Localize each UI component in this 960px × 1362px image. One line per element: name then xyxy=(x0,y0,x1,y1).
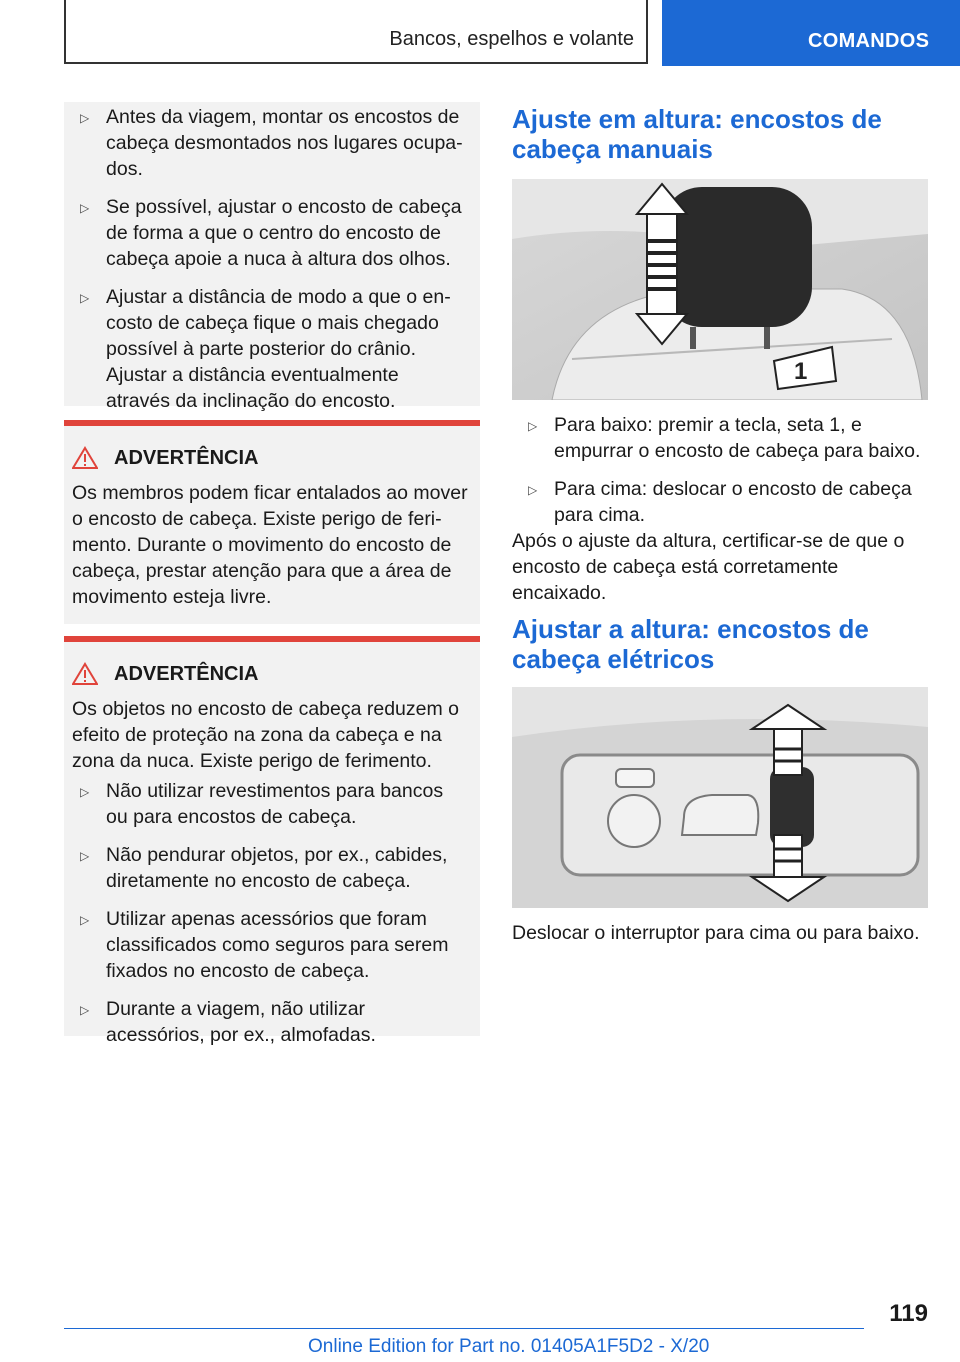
warning-text: Os membros podem ficar entalados ao mover o encosto de cabeça. Existe perigo de ferimento. Durante o movimento do encosto de cabeça, prestar atenção para que a área de movimento esteja livre. xyxy=(72,482,468,608)
warning-triangle-icon xyxy=(72,446,98,470)
section1-note: Após o ajuste da altura, certificar-se de que o encosto de cabeça está corretamente encaixado. xyxy=(512,530,905,604)
warning-triangle-icon xyxy=(72,662,98,686)
warning-text: Os objetos no encosto de cabeça reduzem o efeito de proteção na zona da cabeça e na zona da nuca. Existe perigo de ferimento. xyxy=(72,698,459,772)
triangle-bullet-icon: ▷ xyxy=(80,291,90,305)
triangle-bullet-icon: ▷ xyxy=(80,785,90,799)
triangle-bullet-icon: ▷ xyxy=(80,1003,90,1017)
header-frame xyxy=(64,0,648,64)
section2-caption: Deslocar o interruptor para cima ou para baixo. xyxy=(512,922,920,944)
headrest-electric-switch-photo xyxy=(512,687,928,908)
triangle-bullet-icon: ▷ xyxy=(80,201,90,215)
triangle-bullet-icon: ▷ xyxy=(528,419,538,433)
list-item: ▷ Durante a viagem, não utilizar acessórios, por ex., almofadas. xyxy=(80,998,376,1046)
headrest-manual-photo xyxy=(512,179,928,400)
chapter-tab-label: COMANDOS xyxy=(808,30,930,52)
section1-list xyxy=(512,412,928,540)
warning-title: ADVERTÊNCIA xyxy=(114,446,259,469)
warning-heading xyxy=(72,446,258,470)
warning-title: ADVERTÊNCIA xyxy=(114,662,259,685)
warning-list xyxy=(64,778,468,1060)
section-heading: Ajustar a altura: encostos de cabeça elétricos xyxy=(512,614,869,674)
intro-list xyxy=(64,104,464,426)
section-title: Bancos, espelhos e volante xyxy=(389,28,634,50)
arrow-label: 1 xyxy=(794,358,808,385)
list-item: ▷ Para baixo: premir a tecla, seta 1, e empurrar o encosto de cabeça para baixo. xyxy=(528,414,921,462)
triangle-bullet-icon: ▷ xyxy=(80,913,90,927)
list-item: ▷ Para cima: deslocar o encosto de cabeça para cima. xyxy=(528,478,912,526)
list-item: ▷ Utilizar apenas acessórios que foram classificados como seguros para serem fixados no encosto de cabeça. xyxy=(80,908,449,982)
list-item: ▷ Se possível, ajustar o encosto de cabeça de forma a que o centro do encosto de cabeça apoie a nuca à altura dos olhos. xyxy=(80,196,462,270)
list-item: ▷ Ajustar a distância de modo a que o encosto de cabeça fique o mais chegado possível à parte posterior do crânio. Ajustar a distância eventualmente através da inclinação do encosto. xyxy=(80,286,451,412)
chapter-tab[interactable] xyxy=(662,0,960,66)
triangle-bullet-icon: ▷ xyxy=(528,483,538,497)
list-item: ▷ Antes da viagem, montar os encostos de cabeça desmontados nos lugares ocupados. xyxy=(80,106,463,180)
page-number: 119 xyxy=(889,1300,928,1327)
list-item: ▷ Não utilizar revestimentos para bancos ou para encostos de cabeça. xyxy=(80,780,444,828)
section-heading: Ajuste em altura: encostos de cabeça manuais xyxy=(512,104,882,164)
triangle-bullet-icon: ▷ xyxy=(80,849,90,863)
footer-divider xyxy=(64,1328,864,1329)
list-item: ▷ Não pendurar objetos, por ex., cabides, diretamente no encosto de cabeça. xyxy=(80,844,448,892)
warning-heading xyxy=(72,662,258,686)
footer-edition: Online Edition for Part no. 01405A1F5D2 - X/20 xyxy=(308,1336,710,1357)
triangle-bullet-icon: ▷ xyxy=(80,111,90,125)
